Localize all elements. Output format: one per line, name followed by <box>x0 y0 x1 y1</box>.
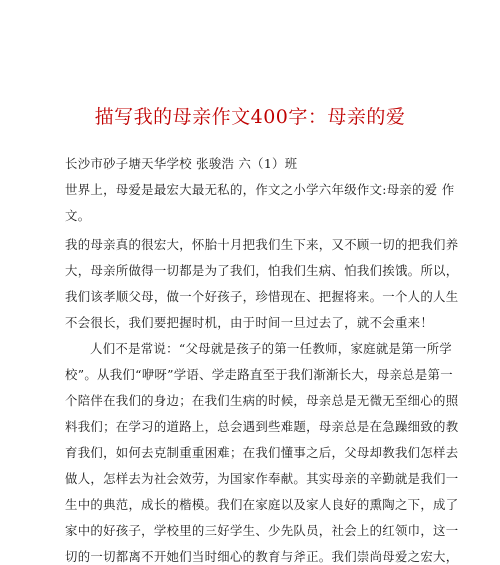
text-line: 家中的好孩子，学校里的三好学生、少先队员，社会上的红领巾，这一 <box>65 523 459 538</box>
text-line: 切的一切都离不开她们当时细心的教育与斧正。我们崇尚母爱之宏大， <box>65 549 459 564</box>
text-line: 生中的典范，成长的楷模。我们在家庭以及家人良好的熏陶之下，成了 <box>65 497 459 512</box>
byline: 长沙市砂子塘天华学校 张骏浩 六（1）班 <box>65 156 298 171</box>
text-line: 文。 <box>65 208 91 223</box>
document-title: 描写我的母亲作文400字：母亲的爱 <box>94 106 406 128</box>
text-line: 料我们；在学习的道路上，总会遇到些难题，母亲总是在急躁细致的教 <box>65 419 459 434</box>
text-line: 育我们，如何去克制重重困难；在我们懂事之后，父母却教我们怎样去 <box>65 445 459 460</box>
text-line: 个陪伴在我们的身边；在我们生病的时候，母亲总是无微无至细心的照 <box>65 393 459 408</box>
text-line: 不会很长，我们要把握时机，由于时间一旦过去了，就不会重来！ <box>65 315 434 330</box>
text-line: 我们该孝顺父母，做一个好孩子，珍惜现在、把握将来。一个人的人生 <box>65 289 459 304</box>
text-line: 世界上，母爱是最宏大最无私的，作文之小学六年级作文:母亲的爱 作 <box>65 182 455 197</box>
text-line: 做人，怎样去为社会效劳，为国家作奉献。其实母亲的辛勤就是我们一 <box>65 471 459 486</box>
text-line: 校”。从我们“咿呀”学语、学走路直至于我们渐渐长大，母亲总是第一 <box>65 367 453 382</box>
text-line: 我的母亲真的很宏大，怀胎十月把我们生下来，又不顾一切的把我们养 <box>65 237 459 252</box>
text-line: 人们不是常说：“父母就是孩子的第一任教师，家庭就是第一所学 <box>90 341 452 356</box>
text-line: 大，母亲所做得一切都是为了我们，怕我们生病、怕我们挨饿。所以， <box>65 263 459 278</box>
